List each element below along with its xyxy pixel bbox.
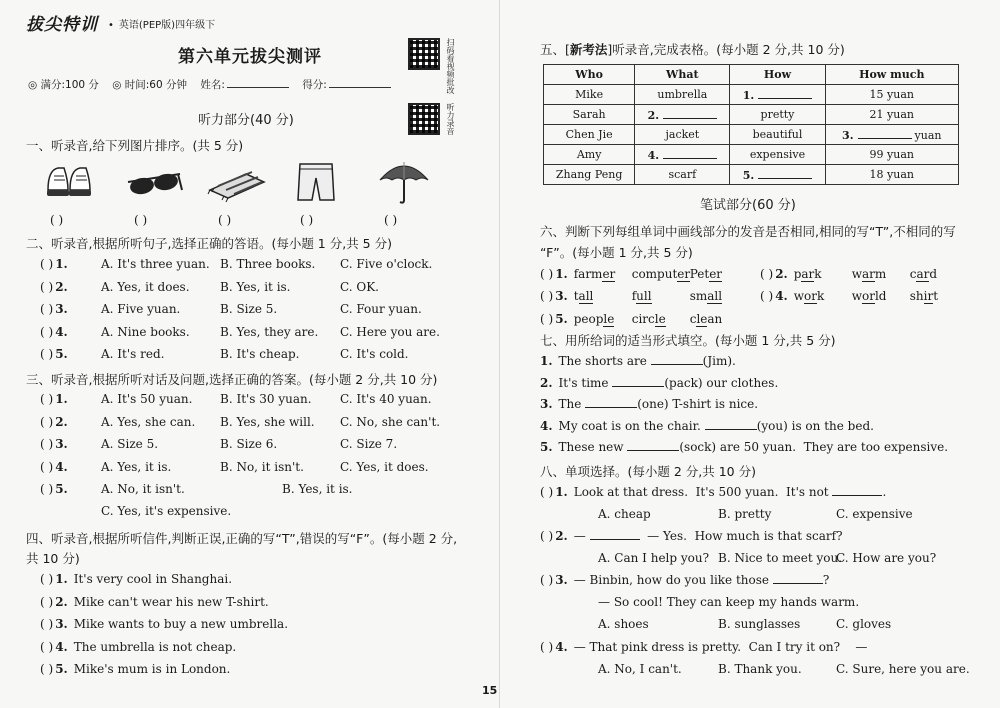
option-a[interactable]: A. Yes, it is.	[101, 459, 172, 474]
word-part: an	[707, 312, 723, 326]
option-a[interactable]: A. Nine books.	[101, 324, 190, 339]
option-c[interactable]: C. Five o'clock.	[340, 257, 433, 271]
option-a[interactable]: A. shoes	[598, 617, 649, 631]
question-number: 1.	[55, 572, 68, 586]
answer-paren[interactable]: ( )	[540, 312, 554, 326]
name-field[interactable]	[227, 87, 289, 88]
answer-paren[interactable]: ( )	[540, 640, 554, 654]
answer-paren[interactable]: ( )	[40, 459, 54, 474]
question-row	[40, 280, 68, 294]
option-c[interactable]: C. Size 7.	[340, 437, 398, 451]
question-row	[40, 325, 68, 339]
word-part: comput	[631, 267, 678, 281]
time-limit: ◎ 时间:60 分钟	[112, 79, 188, 91]
word-part: sh	[909, 289, 924, 303]
question-row	[40, 257, 68, 271]
answer-paren[interactable]: ( )	[540, 289, 554, 303]
option-b[interactable]: B. Thank you.	[718, 662, 802, 676]
question-text: — Binbin, how do you like those	[573, 573, 773, 587]
table-cell: 99 yuan	[825, 145, 958, 165]
word-part: k	[816, 289, 825, 303]
underlined-part: ar	[801, 267, 815, 281]
option-a[interactable]: A. No, I can't.	[598, 662, 682, 676]
section-5-text: 听录音,完成表格。(每小题 2 分,共 10 分)	[612, 42, 845, 57]
word-hint: (you)	[756, 418, 788, 433]
phonics-word	[574, 289, 632, 303]
table-cell: beautiful	[730, 125, 825, 145]
underlined-part: le	[603, 312, 615, 326]
table-cell: Chen Jie	[544, 125, 635, 145]
question-number: 3.	[555, 289, 568, 303]
section-3-title: 三、听录音,根据所听对话及问题,选择正确的答案。(每小题 2 分,共 10 分)	[26, 372, 438, 387]
listening-heading: 听力部分(40 分)	[198, 113, 294, 128]
sentence-text: These new	[558, 440, 628, 454]
blank-number: 5.	[742, 168, 755, 182]
word-part: sm	[689, 289, 708, 303]
fill-row	[540, 419, 874, 433]
scarf-icon	[206, 160, 268, 204]
fill-row	[540, 440, 948, 454]
word-part: w	[793, 289, 804, 303]
statement-row	[40, 617, 288, 631]
name-label: 姓名:	[200, 79, 225, 91]
section-2-title: 二、听录音,根据所听句子,选择正确的答语。(每小题 1 分,共 5 分)	[26, 236, 392, 251]
word-part: c	[909, 267, 917, 281]
answer-paren[interactable]: ( )	[40, 347, 54, 361]
question-row	[40, 482, 68, 496]
option-a[interactable]: A. Size 5.	[101, 437, 159, 451]
underlined-part: ull	[636, 289, 652, 303]
word-hint: (pack)	[664, 375, 703, 390]
answer-paren[interactable]: ( )	[40, 639, 54, 654]
option-c[interactable]: C. Four yuan.	[340, 302, 422, 316]
question-number: 2.	[55, 414, 68, 429]
answer-paren[interactable]: ( )	[50, 213, 64, 227]
exam-meta	[28, 77, 401, 92]
answer-paren[interactable]: ( )	[540, 485, 554, 499]
underlined-part: or	[862, 289, 875, 303]
phonics-word	[632, 289, 690, 303]
phonics-word	[852, 267, 910, 281]
word-part: ld	[874, 289, 887, 303]
statement-text: Mike can't wear his new T-shirt.	[73, 594, 269, 609]
word-hint: (sock)	[679, 440, 717, 454]
answer-paren[interactable]: ( )	[40, 437, 54, 451]
question-text: ?	[822, 573, 830, 587]
mcq-row	[540, 640, 867, 654]
option-c[interactable]: C. No, she can't.	[340, 414, 441, 429]
question-number: 4.	[55, 459, 68, 474]
fill-row	[540, 397, 758, 411]
question-row	[40, 302, 68, 316]
table-cell: Sarah	[544, 105, 635, 125]
phonics-word	[794, 289, 852, 303]
sunglasses-icon	[124, 160, 184, 204]
underlined-part: all	[707, 289, 723, 303]
option-b[interactable]: B. sunglasses	[718, 617, 801, 631]
question-number: 2.	[555, 529, 568, 543]
underlined-part: ar	[862, 267, 875, 281]
phonics-row	[760, 267, 968, 281]
word-part: p	[793, 267, 802, 281]
question-text: — Yes. How much is that scarf?	[639, 529, 843, 543]
answer-paren[interactable]: ( )	[40, 594, 54, 609]
word-hint: (one)	[637, 397, 669, 411]
umbrella-icon	[376, 158, 432, 206]
table-header: How much	[825, 65, 958, 85]
underlined-part: or	[804, 289, 817, 303]
answer-paren[interactable]: ( )	[40, 482, 54, 496]
phonics-word	[632, 312, 690, 326]
question-row	[40, 437, 68, 451]
question-row	[40, 415, 68, 429]
phonics-row	[540, 267, 748, 281]
answer-paren[interactable]: ( )	[40, 617, 54, 631]
answer-paren[interactable]: ( )	[40, 257, 54, 271]
question-text: Look at that dress. It's 500 yuan. It's not	[573, 485, 833, 499]
answer-paren[interactable]: ( )	[540, 529, 554, 543]
option-c[interactable]: C. Sure, here you are.	[836, 662, 970, 676]
question-number: 5.	[55, 482, 68, 496]
option-c[interactable]: C. How are you?	[836, 551, 937, 565]
table-cell	[635, 145, 730, 165]
fill-row	[540, 354, 736, 368]
brand-logo: 拔尖特训	[26, 15, 98, 35]
answer-paren[interactable]: ( )	[40, 392, 54, 406]
table-cell: scarf	[635, 165, 730, 185]
answer-paren[interactable]: ( )	[40, 302, 54, 316]
table-cell: Zhang Peng	[544, 165, 635, 185]
table-cell: 15 yuan	[825, 85, 958, 105]
statement-text: Mike's mum is in London.	[73, 662, 231, 676]
section-1-title: 一、听录音,给下列图片排序。(共 5 分)	[26, 138, 244, 153]
fill-row	[540, 376, 778, 390]
word-part: t	[573, 289, 579, 303]
answer-paren[interactable]: ( )	[40, 414, 54, 429]
option-c[interactable]: C. Here you are.	[340, 324, 440, 339]
statement-row	[40, 640, 236, 654]
underlined-part: le	[696, 312, 708, 326]
statement-row	[40, 572, 232, 586]
answer-paren[interactable]: ( )	[40, 572, 54, 586]
question-number: 5.	[55, 662, 68, 676]
answer-paren[interactable]: ( )	[300, 213, 314, 227]
table-row	[544, 85, 959, 105]
question-number: 4.	[775, 289, 788, 303]
option-b[interactable]: B. Size 5.	[220, 302, 278, 316]
answer-paren[interactable]: ( )	[760, 267, 774, 281]
option-b[interactable]: B. Three books.	[220, 257, 316, 271]
answer-paren[interactable]: ( )	[540, 267, 554, 281]
sentence-text: T-shirt is nice.	[668, 397, 759, 411]
underlined-part: le	[654, 312, 666, 326]
sentence-text: The shorts are	[558, 354, 651, 368]
page-number: 15	[482, 684, 498, 697]
question-text: —	[573, 529, 590, 543]
statement-text: It's very cool in Shanghai.	[73, 572, 233, 586]
phonics-row	[540, 289, 748, 303]
answer-paren[interactable]: ( )	[40, 324, 54, 339]
question-number: 3.	[555, 573, 568, 587]
question-number: 2.	[775, 267, 788, 281]
word-part: f	[631, 289, 637, 303]
answer-table	[543, 64, 959, 185]
word-part: farm	[573, 267, 603, 281]
section-6-title-cont: “F”。(每小题 1 分,共 5 分)	[540, 245, 693, 260]
writing-heading: 笔试部分(60 分)	[700, 198, 796, 213]
option-c[interactable]: C. Yes, it does.	[340, 459, 429, 474]
answer-blank[interactable]	[758, 168, 812, 179]
shoes-icon	[44, 160, 96, 204]
option-b[interactable]: B. Yes, it is.	[282, 482, 353, 496]
table-cell	[730, 165, 825, 185]
table-cell	[635, 105, 730, 125]
question-number: 4.	[55, 324, 68, 339]
qr-code-audio[interactable]	[408, 103, 440, 135]
option-a[interactable]: A. It's three yuan.	[101, 257, 210, 271]
phonics-word	[852, 289, 910, 303]
mcq-row	[540, 485, 886, 499]
phonics-word	[574, 267, 632, 281]
table-cell	[825, 125, 958, 145]
question-number: 2.	[540, 375, 553, 390]
option-b[interactable]: B. Nice to meet you.	[718, 551, 843, 565]
option-a[interactable]: A. Yes, she can.	[101, 414, 196, 429]
phonics-row	[760, 289, 968, 303]
page-title: 第六单元拔尖测评	[178, 47, 322, 67]
statement-text: Mike wants to buy a new umbrella.	[73, 617, 289, 631]
shorts-icon	[296, 160, 336, 206]
table-cell	[730, 85, 825, 105]
answer-paren[interactable]: ( )	[40, 662, 54, 676]
table-row	[544, 105, 959, 125]
option-a[interactable]: A. It's red.	[101, 347, 165, 361]
word-hint: (Jim).	[702, 354, 736, 368]
underlined-part: ir	[923, 289, 934, 303]
answer-blank[interactable]	[663, 148, 717, 159]
answer-paren[interactable]: ( )	[760, 289, 774, 303]
option-a[interactable]: A. Five yuan.	[101, 302, 181, 316]
underlined-part: er	[602, 267, 616, 281]
table-header: How	[730, 65, 825, 85]
table-cell: pretty	[730, 105, 825, 125]
score-field[interactable]	[329, 87, 391, 88]
table-cell: jacket	[635, 125, 730, 145]
question-number: 1.	[55, 257, 68, 271]
phonics-word	[910, 289, 968, 303]
option-b[interactable]: B. It's 30 yuan.	[220, 392, 312, 406]
section-7-title: 七、用所给词的适当形式填空。(每小题 1 分,共 5 分)	[540, 333, 836, 348]
section-5-title: 五、[新考法]听录音,完成表格。(每小题 2 分,共 10 分)	[540, 42, 845, 57]
sentence-text: The	[558, 397, 586, 411]
option-a[interactable]: A. It's 50 yuan.	[101, 392, 193, 406]
section-4-title-cont: 共 10 分)	[26, 551, 80, 566]
new-method-tag: 新考法	[569, 42, 608, 57]
underlined-part: er	[709, 267, 723, 281]
word-part: peop	[573, 312, 604, 326]
option-a[interactable]: A. Yes, it does.	[101, 279, 190, 294]
option-c[interactable]: C. Yes, it's expensive.	[101, 504, 232, 518]
statement-row	[40, 662, 230, 676]
answer-blank[interactable]	[590, 529, 640, 540]
option-b[interactable]: B. pretty	[718, 507, 772, 521]
table-row	[544, 125, 959, 145]
table-cell: 18 yuan	[825, 165, 958, 185]
question-number: 3.	[55, 617, 68, 631]
question-row	[40, 460, 68, 474]
question-number: 3.	[55, 437, 68, 451]
question-number: 3.	[540, 397, 553, 411]
option-c[interactable]: C. expensive	[836, 507, 913, 521]
answer-paren[interactable]: ( )	[384, 213, 398, 227]
option-b[interactable]: B. Yes, it is.	[220, 279, 291, 294]
option-b[interactable]: B. Yes, they are.	[220, 324, 319, 339]
question-number: 2.	[55, 594, 68, 609]
table-row	[544, 165, 959, 185]
answer-paren[interactable]: ( )	[540, 573, 554, 587]
option-c[interactable]: C. It's cold.	[340, 347, 409, 361]
option-b[interactable]: B. Size 6.	[220, 437, 278, 451]
word-part: c	[689, 312, 697, 326]
table-header: Who	[544, 65, 635, 85]
sentence-text: My coat is on the chair.	[558, 418, 705, 433]
score-label: 得分:	[302, 79, 327, 91]
question-text: — So cool! They can keep my hands warm.	[598, 595, 860, 609]
qr-label-audio: 听力录音	[446, 103, 455, 135]
mcq-row	[540, 573, 829, 587]
unit-label: yuan	[914, 128, 942, 142]
sentence-text: It's time	[558, 375, 613, 390]
option-a[interactable]: A. No, it isn't.	[101, 482, 185, 496]
statement-text: The umbrella is not cheap.	[73, 639, 237, 654]
answer-blank[interactable]	[858, 128, 912, 139]
word-part: w	[851, 267, 862, 281]
answer-blank[interactable]	[758, 88, 812, 99]
answer-blank[interactable]	[585, 397, 637, 408]
option-c[interactable]: C. OK.	[340, 279, 379, 294]
option-b[interactable]: B. No, it isn't.	[220, 459, 304, 474]
phonics-word	[690, 312, 748, 326]
qr-label: 扫码看视频批改	[446, 38, 455, 94]
table-cell: umbrella	[635, 85, 730, 105]
section-8-title: 八、单项选择。(每小题 2 分,共 10 分)	[540, 464, 756, 479]
word-part: Pet	[689, 267, 710, 281]
sentence-text: are 50 yuan. They are too expensive.	[716, 440, 949, 454]
question-number: 4.	[55, 639, 68, 654]
question-text: .	[882, 485, 887, 499]
answer-blank[interactable]	[663, 108, 717, 119]
answer-blank[interactable]	[705, 419, 757, 430]
phonics-word	[690, 267, 748, 281]
question-number: 2.	[55, 279, 68, 294]
option-a[interactable]: A. Can I help you?	[598, 551, 710, 565]
word-part: m	[874, 267, 887, 281]
section-4-title: 四、听录音,根据所听信件,判断正误,正确的写“T”,错误的写“F”。(每小题 2 分,	[26, 531, 458, 546]
word-part: circ	[631, 312, 655, 326]
answer-paren[interactable]: ( )	[134, 213, 148, 227]
underlined-part: ar	[916, 267, 930, 281]
mcq-row	[540, 529, 843, 543]
phonics-word	[794, 267, 852, 281]
question-row	[40, 392, 68, 406]
option-a[interactable]: A. cheap	[598, 507, 651, 521]
blank-number: 2.	[647, 108, 660, 122]
table-cell: Mike	[544, 85, 635, 105]
question-number: 1.	[555, 485, 568, 499]
statement-row	[40, 595, 269, 609]
question-number: 4.	[555, 640, 568, 654]
question-number: 4.	[540, 418, 553, 433]
word-part: w	[851, 289, 862, 303]
answer-blank[interactable]	[612, 376, 664, 387]
question-number: 5.	[555, 312, 568, 326]
question-number: 1.	[55, 392, 68, 406]
question-number: 1.	[555, 267, 568, 281]
question-text: — That pink dress is pretty. Can I try it on? —	[573, 640, 868, 654]
answer-blank[interactable]	[832, 485, 882, 496]
answer-paren[interactable]: ( )	[40, 279, 54, 294]
question-row	[40, 347, 68, 361]
word-part: d	[929, 267, 938, 281]
option-c[interactable]: C. gloves	[836, 617, 892, 631]
section-6-title: 六、判断下列每组单词中画线部分的发音是否相同,相同的写“T”,不相同的写	[540, 224, 956, 239]
question-number: 3.	[55, 302, 68, 316]
answer-blank[interactable]	[773, 573, 823, 584]
phonics-word	[690, 289, 748, 303]
option-b[interactable]: B. It's cheap.	[220, 347, 300, 361]
qr-code[interactable]	[408, 38, 440, 70]
table-cell: expensive	[730, 145, 825, 165]
answer-paren[interactable]: ( )	[218, 213, 232, 227]
sentence-text: is on the bed.	[787, 418, 874, 433]
sentence-text: our clothes.	[702, 375, 779, 390]
question-number: 5.	[55, 347, 68, 361]
answer-blank[interactable]	[627, 440, 679, 451]
question-number: 5.	[540, 440, 553, 454]
full-marks: ◎ 满分:100 分	[28, 79, 99, 91]
phonics-word	[574, 312, 632, 326]
blank-number: 1.	[742, 88, 755, 102]
table-cell: 21 yuan	[825, 105, 958, 125]
table-row	[544, 145, 959, 165]
word-part: k	[814, 267, 822, 281]
blank-number: 4.	[647, 148, 660, 162]
underlined-part: all	[578, 289, 594, 303]
answer-blank[interactable]	[651, 354, 703, 365]
blank-number: 3.	[842, 128, 854, 142]
underlined-part: er	[677, 267, 691, 281]
phonics-word	[910, 267, 968, 281]
word-part: t	[933, 289, 939, 303]
question-number: 1.	[540, 354, 553, 368]
option-b[interactable]: B. Yes, she will.	[220, 414, 315, 429]
table-header: What	[635, 65, 730, 85]
subject-label: • 英语(PEP版)四年级下	[108, 16, 215, 31]
phonics-word	[632, 267, 690, 281]
option-c[interactable]: C. It's 40 yuan.	[340, 392, 432, 406]
phonics-row	[540, 312, 748, 326]
table-cell: Amy	[544, 145, 635, 165]
